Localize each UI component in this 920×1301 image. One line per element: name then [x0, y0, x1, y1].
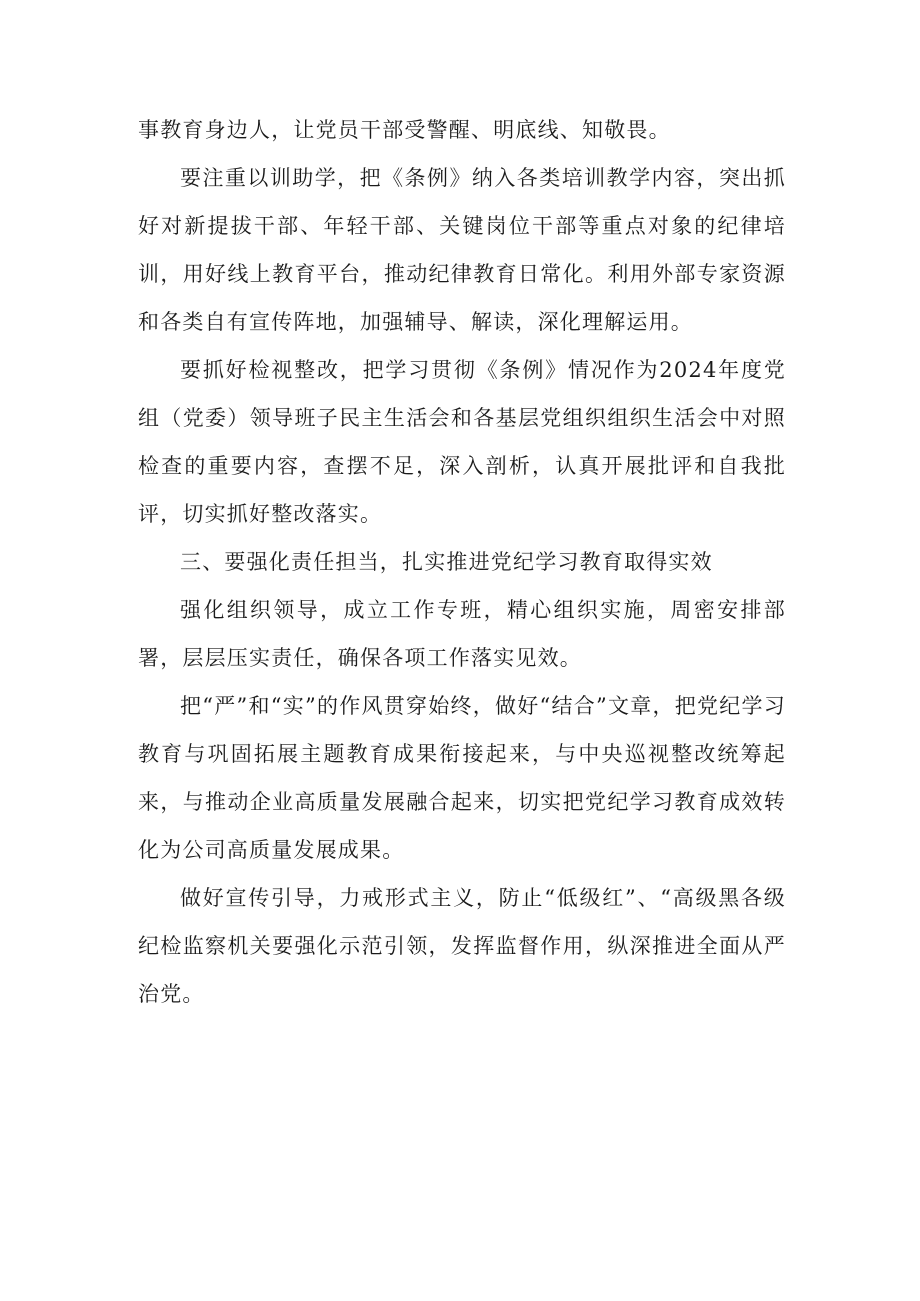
- paragraph-publicity: 做好宣传引导，力戒形式主义，防止“低级红”、“高级黑各级纪检监察机关要强化示范引领，发挥监督作用，纵深推进全面从严治党。: [138, 886, 786, 1006]
- paragraph-rectification: 要抓好检视整改，把学习贯彻《条例》情况作为2024年度党组（党委）领导班子民主生活会和各基层党组织组织生活会中对照检查的重要内容，查摆不足，深入剖析，认真开展批评和自我批评，切实抓好整改落实。: [138, 358, 786, 526]
- section-heading-3: 三、要强化责任担当，扎实推进党纪学习教育取得实效: [180, 550, 713, 574]
- paragraph-training: 要注重以训助学，把《条例》纳入各类培训教学内容，突出抓好对新提拔干部、年轻干部、关键岗位干部等重点对象的纪律培训，用好线上教育平台，推动纪律教育日常化。利用外部专家资源和各类自有宣传阵地，加强辅导、解读，深化理解运用。: [138, 166, 786, 334]
- paragraph-leadership: 强化组织领导，成立工作专班，精心组织实施，周密安排部署，层层压实责任，确保各项工作落实见效。: [138, 598, 786, 670]
- paragraph-work-style: 把“严”和“实”的作风贯穿始终，做好“结合”文章，把党纪学习教育与巩固拓展主题教育成果衔接起来，与中央巡视整改统筹起来，与推动企业高质量发展融合起来，切实把党纪学习教育成效转化为公司高质量发展成果。: [138, 694, 786, 862]
- document-body: [138, 106, 786, 1018]
- paragraph-continuation: 事教育身边人，让党员干部受警醒、明底线、知敬畏。: [138, 118, 671, 142]
